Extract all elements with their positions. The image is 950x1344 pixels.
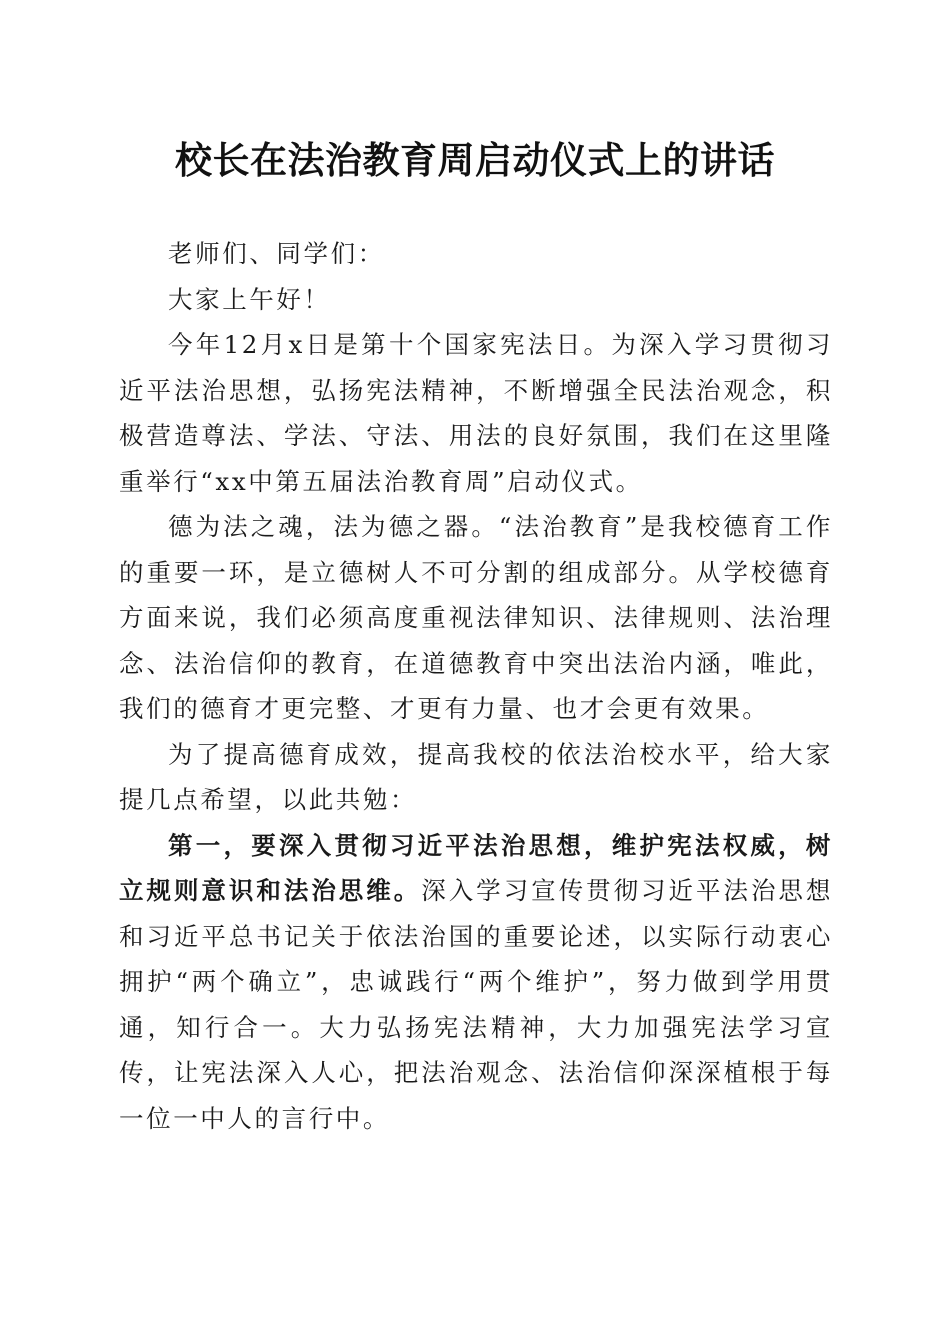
paragraph-text: 大家上午好！ — [168, 284, 331, 314]
paragraph-text: 为了提高德育成效，提高我校的依法治校水平，给大家提几点希望，以此共勉： — [119, 739, 833, 814]
paragraph-text: 德为法之魂，法为德之器。“法治教育”是我校德育工作的重要一环，是立德树人不可分割的组成部分。从学校德育方面来说，我们必须高度重视法律知识、法律规则、法治理念、法治信仰的教育，在道德教育中突出法治内涵，唯此，我们的德育才更完整、才更有力量、也才会更有效果。 — [119, 512, 833, 723]
paragraph-text: 深入学习宣传贯彻习近平法治思想和习近平总书记关于依法治国的重要论述，以实际行动衷心拥护“两个确立”，忠诚践行“两个维护”，努力做到学用贯通，知行合一。大力弘扬宪法精神，大力加强宪法学习宣传，让宪法深入人心，把法治观念、法治信仰深深植根于每一位一中人的言行中。 — [119, 876, 833, 1133]
body-paragraph — [119, 823, 833, 1142]
body-paragraph — [119, 504, 833, 732]
paragraph-text: 老师们、同学们： — [168, 239, 385, 268]
salutation-paragraph — [119, 231, 833, 277]
paragraph-heading: 第一，要深入贯彻习近平法治思想，维护宪法权威，树立规则意识和法治思维。 — [119, 830, 833, 905]
document-body — [119, 231, 833, 1141]
document-title: 校长在法治教育周启动仪式上的讲话 — [175, 138, 775, 182]
paragraph-text: 今年12月x日是第十个国家宪法日。为深入学习贯彻习近平法治思想，弘扬宪法精神，不断增强全民法治观念，积极营造尊法、学法、守法、用法的良好氛围，我们在这里隆重举行“xx中第五届法治教育周”启动仪式。 — [119, 330, 833, 496]
body-paragraph — [119, 732, 833, 823]
greeting-paragraph — [119, 277, 833, 323]
body-paragraph — [119, 322, 833, 504]
